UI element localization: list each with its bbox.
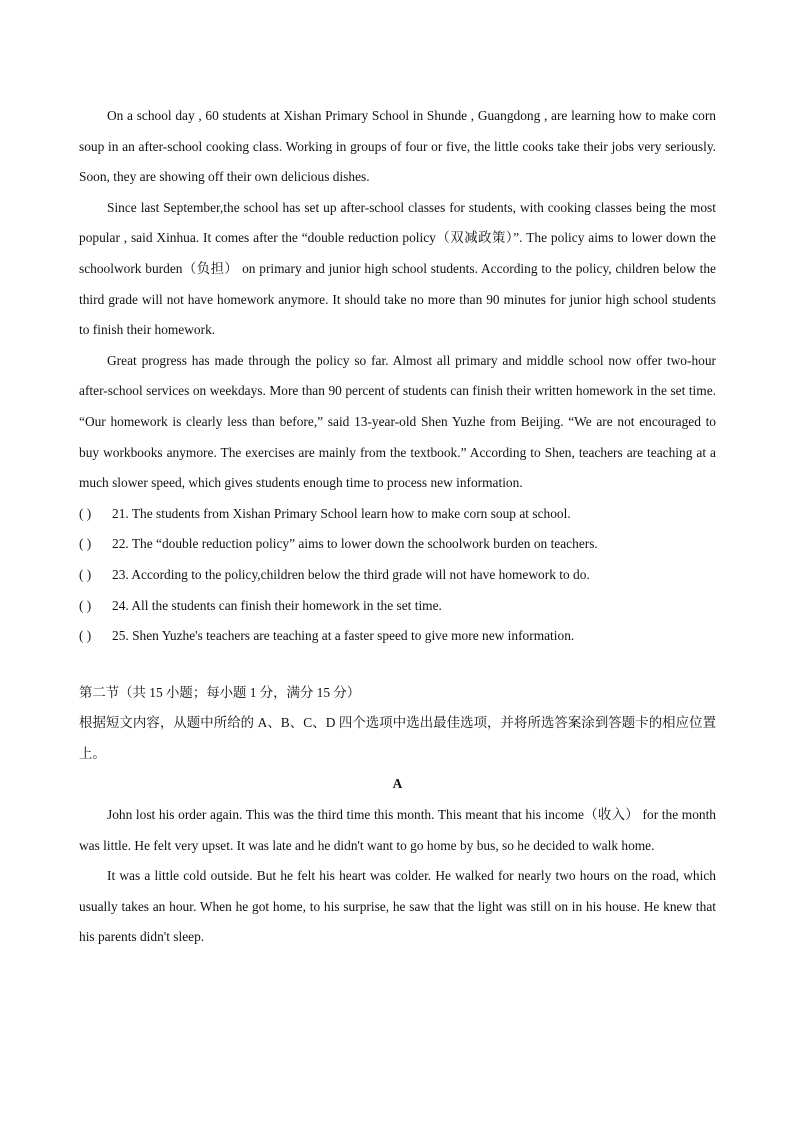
- answer-blank: ( ): [79, 505, 92, 521]
- document-page: [79, 101, 716, 953]
- question-22: [79, 529, 716, 560]
- question-list: [79, 499, 716, 652]
- section-two: [79, 678, 716, 953]
- passage-one-paragraph-1: On a school day , 60 students at Xishan Primary School in Shunde , Guangdong , are learning how to make corn soup in an after-school cooking class. Working in groups of four or five, the little cooks take their jobs very seriously. Soon, they are showing off their own delicious dishes.: [79, 108, 716, 185]
- passage-one: [79, 101, 716, 499]
- section-two-title: 第二节（共 15 小题；每小题 1 分，满分 15 分）: [79, 684, 361, 700]
- question-text: 25. Shen Yuzhe's teachers are teaching at a faster speed to give more new information.: [112, 628, 575, 644]
- passage-label: A: [392, 776, 403, 792]
- question-23: [79, 560, 716, 591]
- passage-a-paragraph-2: It was a little cold outside. But he felt his heart was colder. He walked for nearly two hours on the road, which usually takes an hour. When he got home, to his surprise, he saw that the light was still on in his house. He knew that his parents didn't sleep.: [79, 868, 716, 945]
- section-two-instruction: 根据短文内容，从题中所给的 A、B、C、D 四个选项中选出最佳选项，并将所选答案涂到答题卡的相应位置上。: [79, 715, 716, 761]
- passage-one-paragraph-3: Great progress has made through the policy so far. Almost all primary and middle school now offer two-hour after-school services on weekdays. More than 90 percent of students can finish their written homework in the set time. “Our homework is clearly less than before,” said 13-year-old Shen Yuzhe from Beijing. “We are not encouraged to buy workbooks anymore. The exercises are mainly from the textbook.” According to Shen, teachers are teaching at a much slower speed, which gives students enough time to process new information.: [79, 352, 716, 491]
- question-text: 21. The students from Xishan Primary School learn how to make corn soup at school.: [112, 505, 571, 521]
- question-25: [79, 621, 716, 652]
- answer-blank: ( ): [79, 597, 92, 613]
- answer-blank: ( ): [79, 566, 92, 582]
- answer-blank: ( ): [79, 536, 92, 552]
- question-21: [79, 499, 716, 530]
- answer-blank: ( ): [79, 628, 92, 644]
- question-24: [79, 591, 716, 622]
- question-text: 23. According to the policy,children below the third grade will not have homework to do.: [112, 566, 590, 582]
- question-text: 22. The “double reduction policy” aims to lower down the schoolwork burden on teachers.: [112, 536, 598, 552]
- question-text: 24. All the students can finish their homework in the set time.: [112, 597, 442, 613]
- passage-one-paragraph-2: Since last September,the school has set up after-school classes for students, with cooking classes being the most popular , said Xinhua. It comes after the “double reduction policy（双减政策）”. The policy aims to lower down the schoolwork burden（负担） on primary and junior high school students. According to the policy, children below the third grade will not have homework anymore. It should take no more than 90 minutes for junior high school students to finish their homework.: [79, 199, 716, 338]
- passage-a-paragraph-1: John lost his order again. This was the third time this month. This meant that his income（收入） for the month was little. He felt very upset. It was late and he didn't want to go home by bus, so he decided to walk home.: [79, 807, 716, 853]
